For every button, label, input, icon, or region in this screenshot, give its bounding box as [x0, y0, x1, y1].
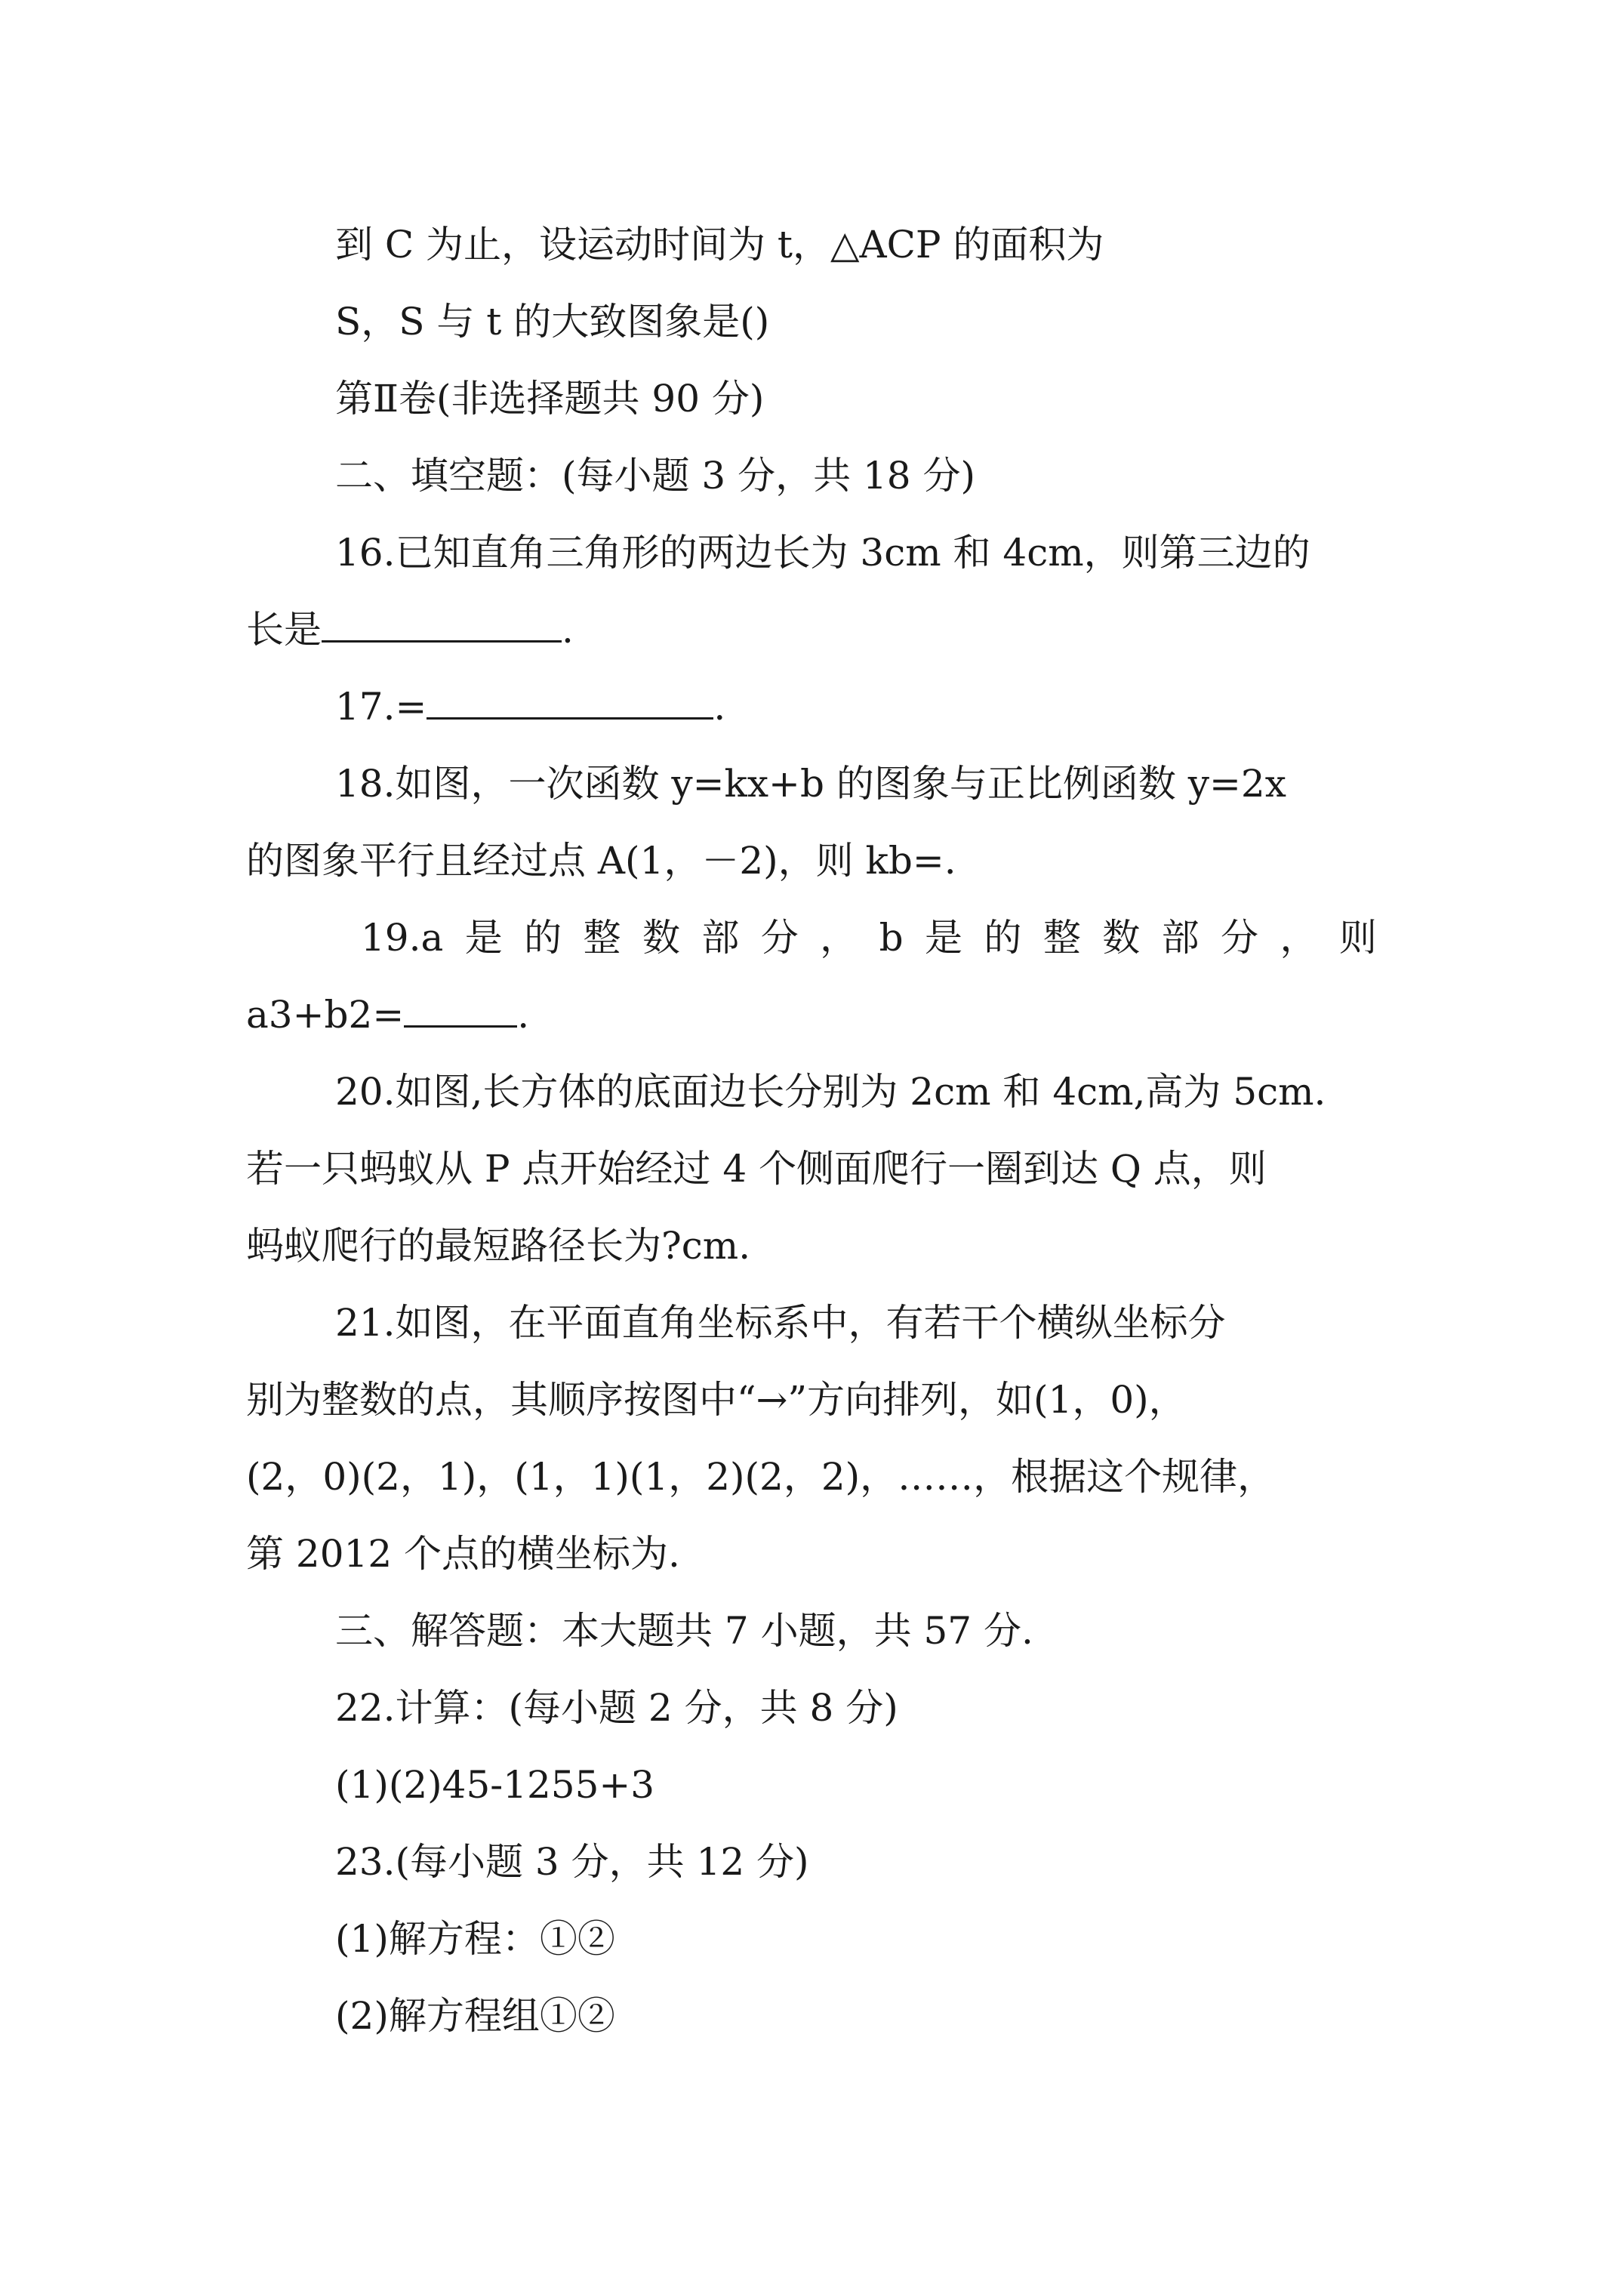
q19-token: ，: [820, 916, 858, 960]
question-22: 22.计算：(每小题 2 分，共 8 分): [335, 1686, 898, 1730]
answer-blank-17[interactable]: [427, 683, 713, 720]
q19-token: 则: [1338, 916, 1377, 960]
question-20-line-3: 蚂蚁爬行的最短路径长为?cm.: [246, 1224, 751, 1268]
question-16-line-2: [246, 606, 574, 654]
q19-token: b: [879, 916, 904, 960]
question-20-line-2: 若一只蚂蚁从 P 点开始经过 4 个侧面爬行一圈到达 Q 点，则: [246, 1147, 1267, 1191]
question-17: [335, 683, 725, 731]
question-20-line-1: 20.如图,长方体的底面边长分别为 2cm 和 4cm,高为 5cm.: [335, 1070, 1326, 1114]
question-19-line-2: [246, 991, 529, 1039]
answer-blank-16[interactable]: [322, 606, 562, 643]
question-21-line-4: 第 2012 个点的横坐标为.: [246, 1532, 680, 1576]
q19-token: 是: [464, 916, 503, 960]
question-16-prefix: 长是: [246, 608, 322, 652]
question-18-line-1: 18.如图，一次函数 y=kx+b 的图象与正比例函数 y=2x: [335, 762, 1286, 806]
q19-token: 分: [760, 916, 799, 960]
q19-token: 分: [1221, 916, 1259, 960]
text-line-1: 到 C 为止，设运动时间为 t，△ACP 的面积为: [335, 223, 1104, 267]
q19-token: 整: [583, 916, 621, 960]
question-19-line-1: [361, 914, 1377, 962]
q19-token: 部: [701, 916, 740, 960]
q19-token: 是: [925, 916, 962, 960]
question-21-line-3: (2，0)(2，1)，(1，1)(1，2)(2，2)，……，根据这个规律，: [246, 1455, 1276, 1499]
question-22-part-1: (1)(2)45-1255+3: [335, 1763, 655, 1807]
section-header-fill-in: 二、填空题：(每小题 3 分，共 18 分): [335, 454, 976, 498]
question-23-part-2: (2)解方程组①②: [335, 1994, 615, 2038]
q19-token: 数: [1102, 916, 1141, 960]
question-18-line-2: 的图象平行且经过点 A(1，－2)，则 kb=.: [246, 839, 956, 883]
q19-token: 整: [1042, 916, 1081, 960]
q19-token: 的: [984, 916, 1022, 960]
section-header-part2: 第Ⅱ卷(非选择题共 90 分): [335, 377, 765, 421]
q19-token: 19.a: [361, 916, 444, 960]
section-header-solve: 三、解答题：本大题共 7 小题，共 57 分.: [335, 1609, 1033, 1653]
question-16-line-1: 16.已知直角三角形的两边长为 3cm 和 4cm，则第三边的: [335, 531, 1310, 575]
question-19-prefix: a3+b2=: [246, 993, 405, 1037]
answer-blank-19[interactable]: [404, 991, 517, 1028]
q19-token: 数: [642, 916, 680, 960]
question-21-line-1: 21.如图，在平面直角坐标系中，有若干个横纵坐标分: [335, 1301, 1226, 1345]
q19-token: 的: [524, 916, 562, 960]
question-19-suffix: .: [517, 993, 530, 1037]
q19-token: ，: [1280, 916, 1318, 960]
q19-token: 部: [1161, 916, 1200, 960]
question-17-prefix: 17.=: [335, 685, 427, 729]
question-17-suffix: .: [713, 685, 726, 729]
question-23: 23.(每小题 3 分，共 12 分): [335, 1840, 809, 1884]
question-21-line-2: 别为整数的点，其顺序按图中“→”方向排列，如(1，0)，: [246, 1378, 1187, 1422]
question-23-part-1: (1)解方程：①②: [335, 1917, 615, 1961]
text-line-2: S，S 与 t 的大致图象是(): [335, 300, 770, 344]
question-16-suffix: .: [562, 608, 574, 652]
